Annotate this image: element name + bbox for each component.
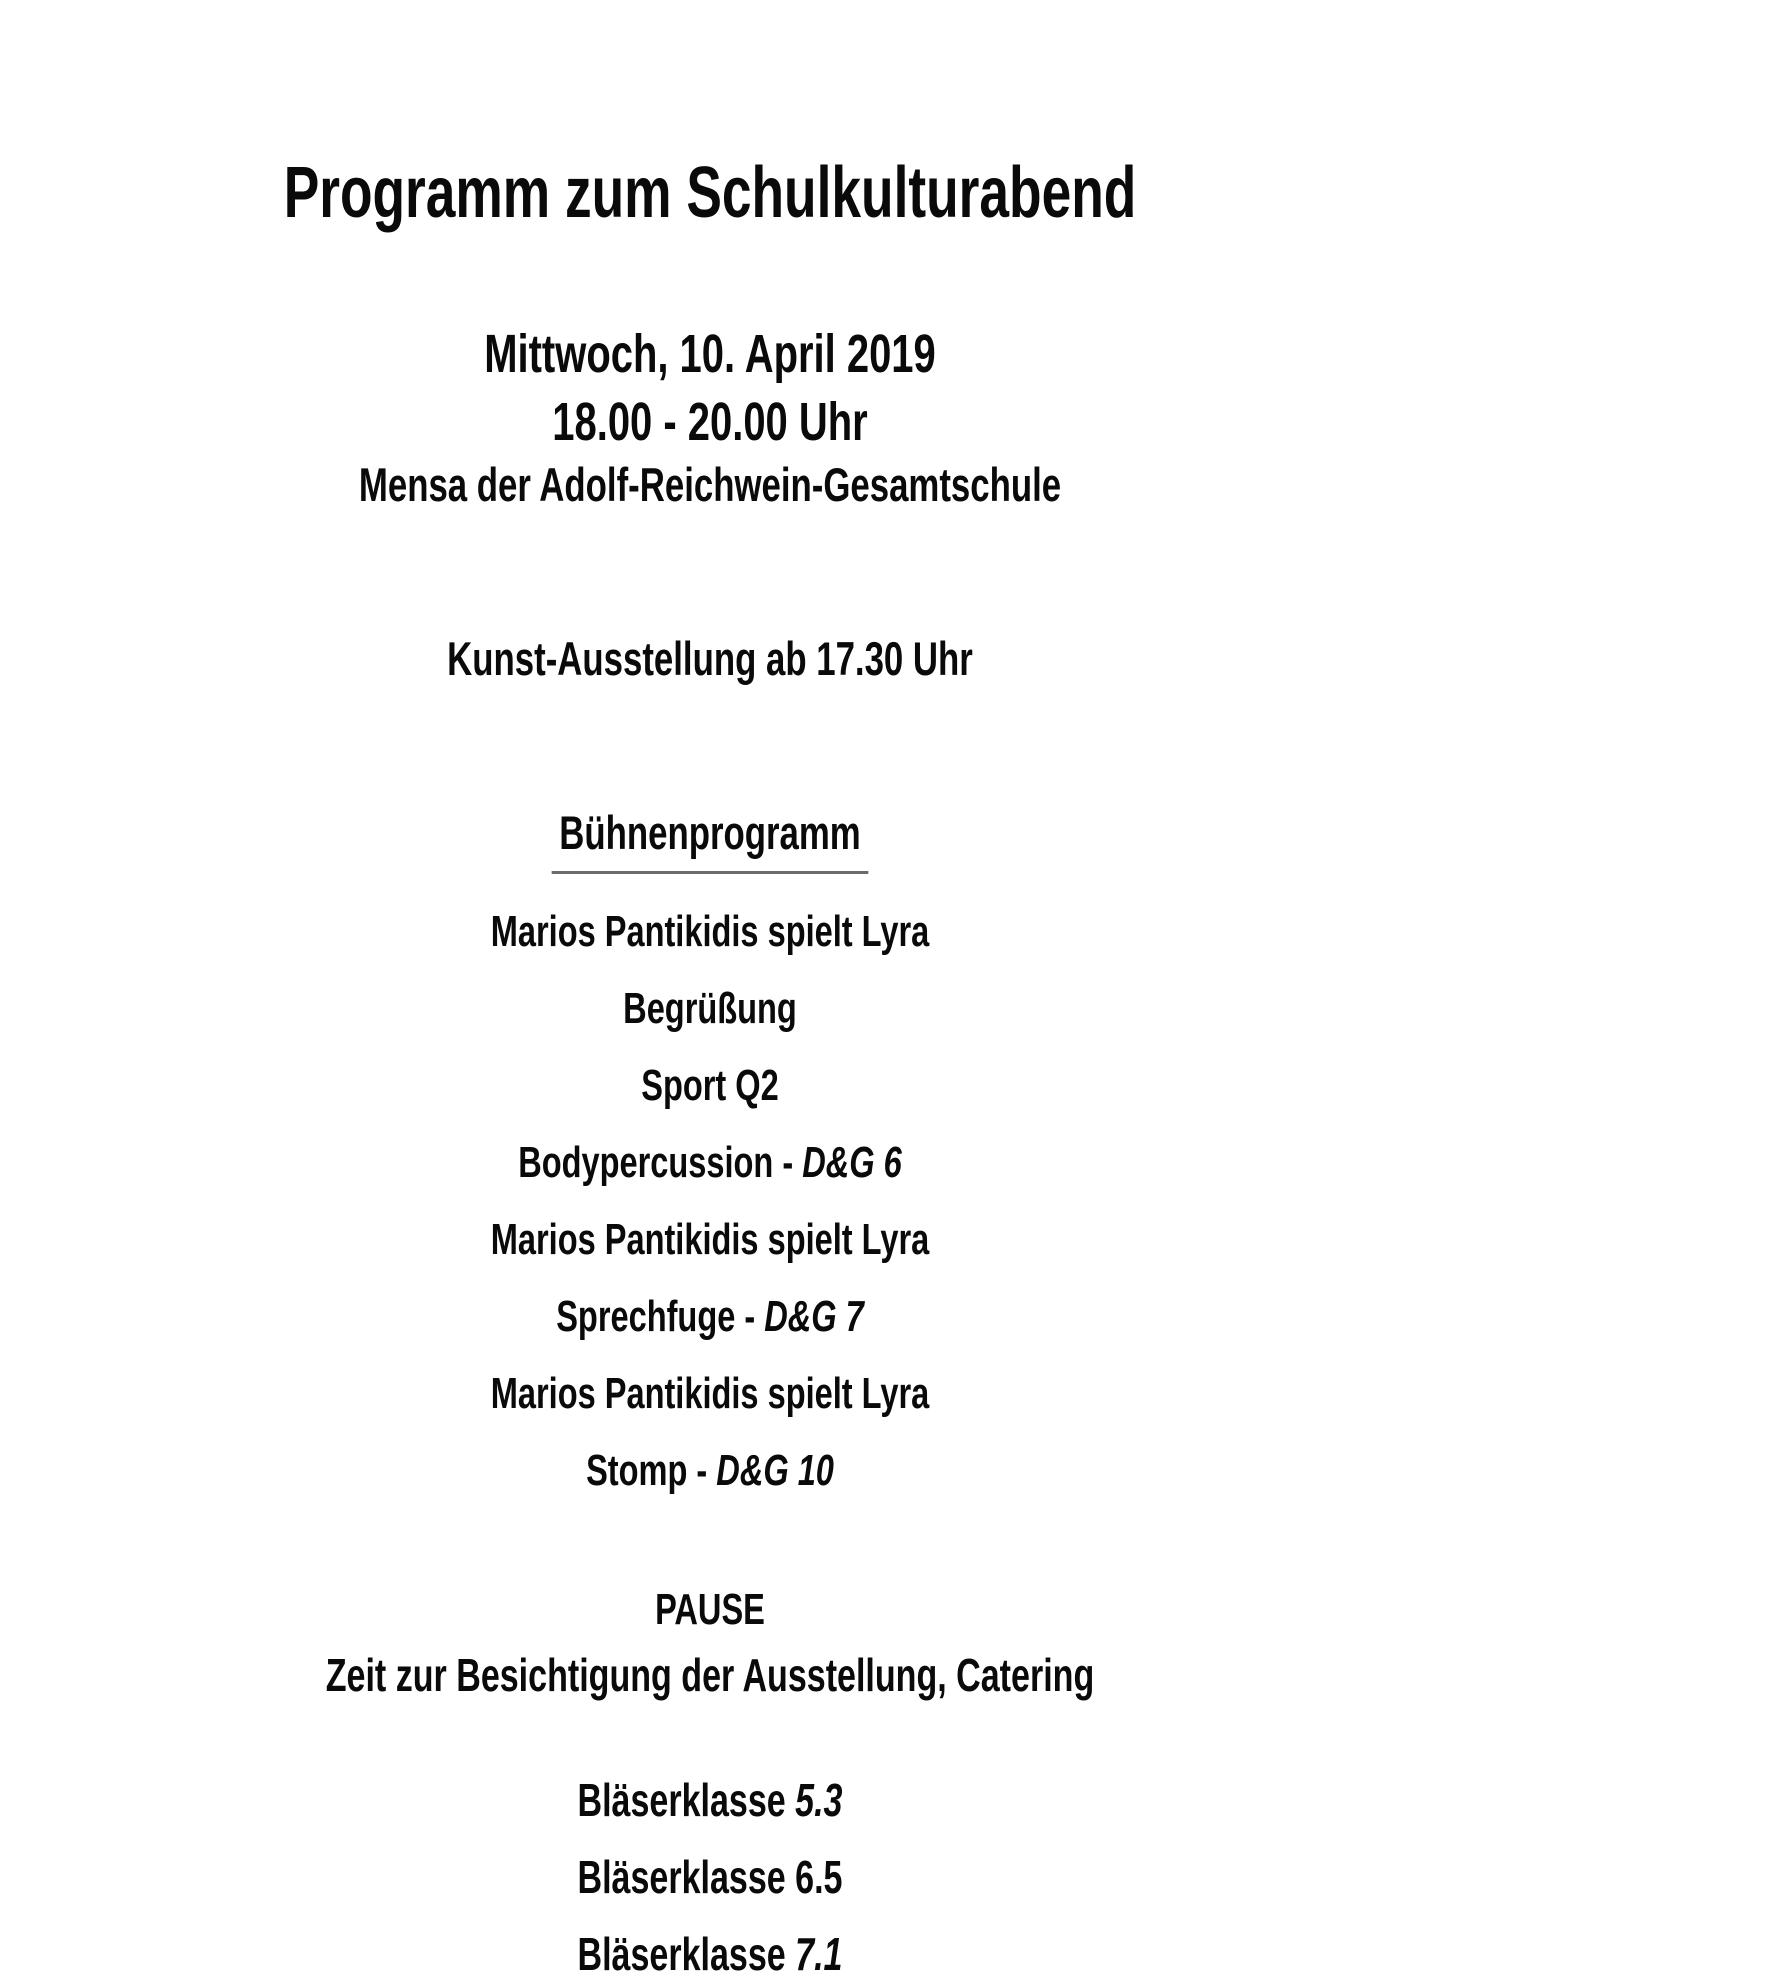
- stage-program-item: [185, 1214, 1236, 1264]
- stage-program-item-text: Stomp -: [586, 1445, 717, 1495]
- after-pause-item: [185, 1851, 1236, 1904]
- stage-program-item: [185, 1291, 1236, 1341]
- stage-program-item: [185, 983, 1236, 1033]
- program-flyer: [185, 0, 1236, 1981]
- stage-program-item-text: Begrüßung: [623, 983, 797, 1033]
- stage-program-item: [185, 1137, 1236, 1187]
- stage-program-item-accent: D&G 6: [802, 1137, 902, 1187]
- stage-program-item-accent: D&G 7: [764, 1291, 864, 1341]
- stage-program-item-text: Marios Pantikidis spielt Lyra: [490, 1368, 930, 1418]
- page-title: Programm zum Schulkulturabend: [283, 153, 1137, 233]
- stage-program-item: [185, 906, 1236, 956]
- stage-program-item-accent: D&G 10: [716, 1445, 834, 1495]
- after-pause-list: [185, 1774, 1236, 1981]
- pause-heading: PAUSE: [655, 1584, 765, 1634]
- stage-program-item-text: Bodypercussion -: [518, 1137, 803, 1187]
- after-pause-item-accent: 5.3: [795, 1774, 843, 1827]
- stage-program-item: [185, 1368, 1236, 1418]
- stage-program-list: [185, 906, 1236, 1495]
- after-pause-item-accent: 7.1: [795, 1928, 843, 1981]
- exhibition-note: Kunst-Ausstellung ab 17.30 Uhr: [447, 632, 973, 686]
- stage-program-item: [185, 1060, 1236, 1110]
- stage-program-item-text: Marios Pantikidis spielt Lyra: [490, 906, 930, 956]
- pause-note: Zeit zur Besichtigung der Ausstellung, Catering: [325, 1648, 1095, 1701]
- after-pause-item-text: Bläserklasse 6.5: [577, 1851, 843, 1904]
- after-pause-item-text: Bläserklasse: [577, 1774, 796, 1827]
- stage-program-item-text: Marios Pantikidis spielt Lyra: [490, 1214, 930, 1264]
- event-time: 18.00 - 20.00 Uhr: [552, 391, 868, 452]
- stage-program-heading: Bühnenprogramm: [552, 804, 868, 874]
- stage-program-item: [185, 1445, 1236, 1495]
- after-pause-item: [185, 1774, 1236, 1827]
- stage-program-item-text: Sport Q2: [641, 1060, 779, 1110]
- stage-program-item-text: Sprechfuge -: [556, 1291, 765, 1341]
- event-venue: Mensa der Adolf-Reichwein-Gesamtschule: [358, 458, 1062, 512]
- stage-program-heading-row: [185, 804, 1236, 874]
- after-pause-item: [185, 1928, 1236, 1981]
- event-date: Mittwoch, 10. April 2019: [484, 324, 936, 385]
- after-pause-item-text: Bläserklasse: [577, 1928, 796, 1981]
